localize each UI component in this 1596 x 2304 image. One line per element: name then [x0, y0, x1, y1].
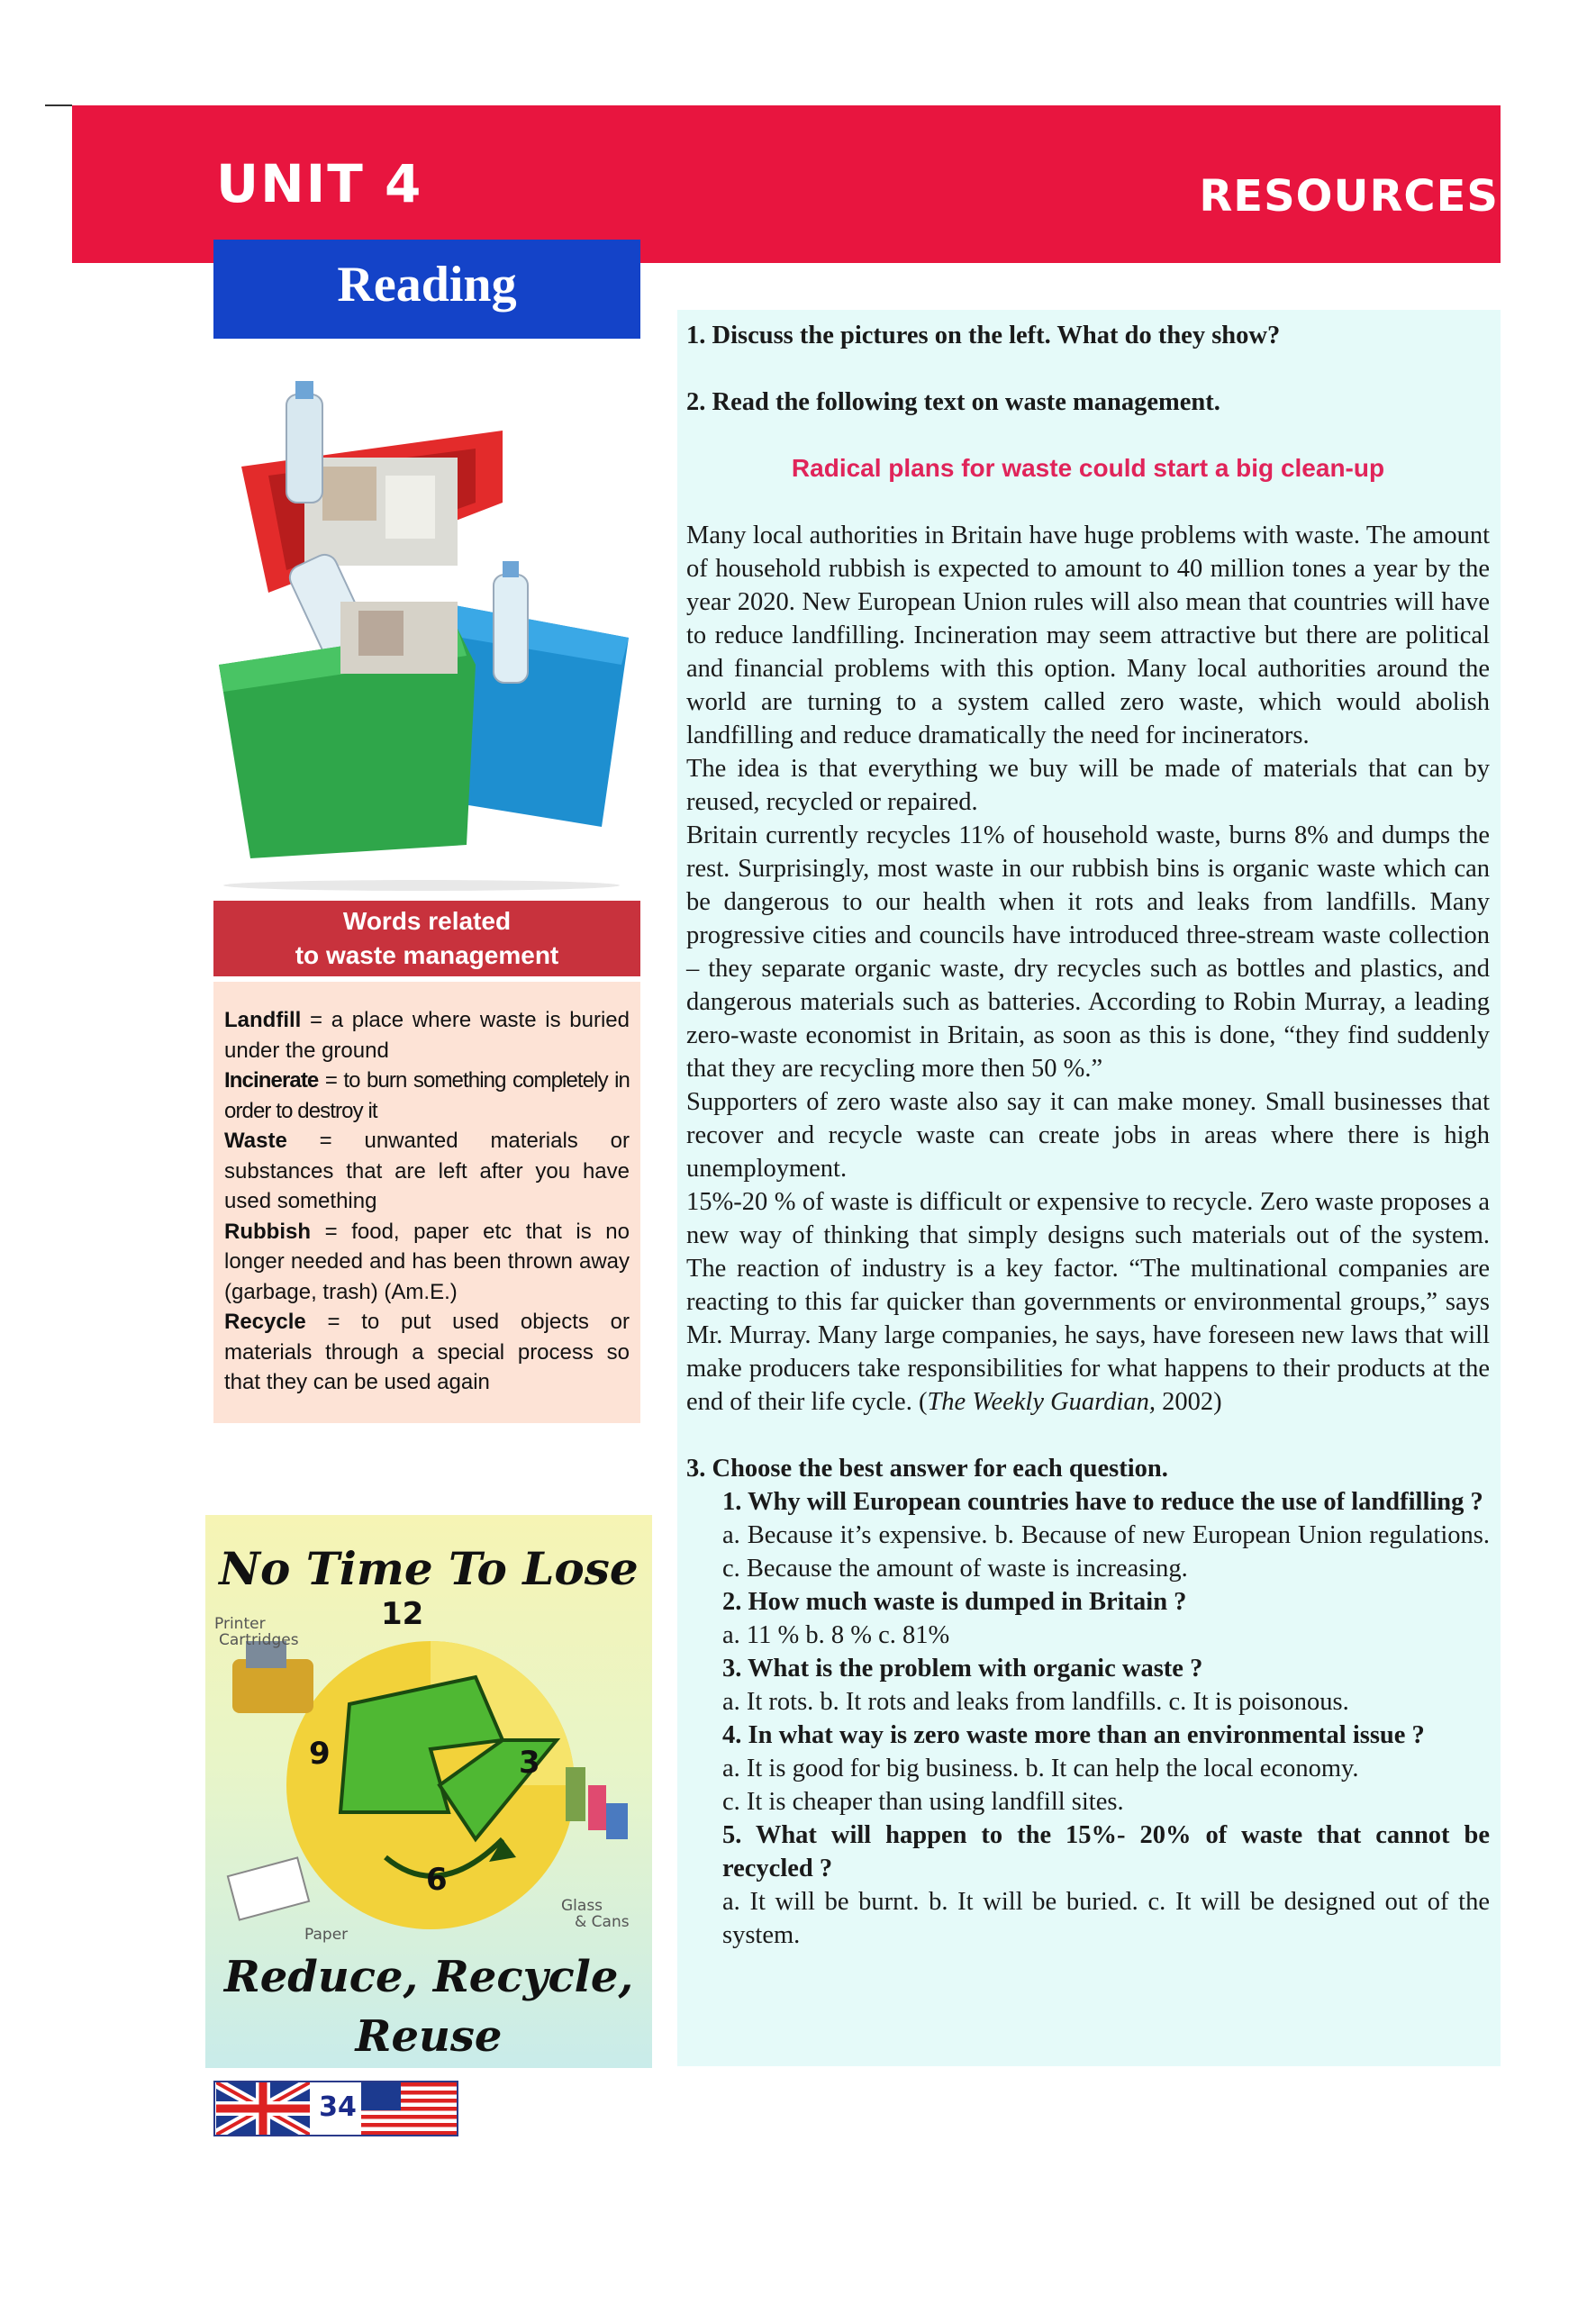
clock-number-12: 12	[381, 1596, 424, 1632]
article-source: The Weekly Guardian,	[927, 1388, 1156, 1416]
glossary-entry	[224, 1066, 630, 1126]
answer-list	[686, 1485, 1490, 1952]
question-3: 3. Choose the best answer for each question.	[686, 1455, 1168, 1483]
us-flag-icon	[361, 2082, 457, 2135]
recycling-bins-illustration	[205, 376, 641, 892]
sub-question: 5. What will happen to the 15%- 20% of waste that cannot be recycled ?	[722, 1821, 1490, 1882]
answer-options: a. It rots. b. It rots and leaks from landfills. c. It is poisonous.	[722, 1688, 1349, 1716]
answer-options: a. It will be burnt. b. It will be buried. c. It will be designed out of the system.	[722, 1888, 1490, 1949]
label-paper: Paper	[304, 1926, 349, 1944]
answer-options: c. It is cheaper than using landfill sites.	[722, 1788, 1124, 1816]
section-title: RESOURCES	[1199, 171, 1499, 222]
reading-tab: Reading	[213, 240, 640, 339]
answer-options: a. Because it’s expensive. b. Because of new European Union regulations. c. Because the amount of waste is increasing.	[722, 1521, 1490, 1583]
label-glass: Glass	[561, 1897, 603, 1915]
poster-slogan	[205, 1947, 652, 2066]
label-cans: & Cans	[575, 1913, 630, 1931]
glossary-definition: = to put used objects or materials through a special process so that they can be used again	[224, 1310, 630, 1394]
article-paragraph: Supporters of zero waste also say it can make money. Small businesses that recover and recycle waste can create jobs in areas where there is high unemployment.	[686, 1088, 1490, 1183]
sub-question: 2. How much waste is dumped in Britain ?	[722, 1588, 1187, 1616]
label-cartridges: Cartridges	[219, 1631, 299, 1649]
question-1: 1. Discuss the pictures on the left. What do they show?	[686, 322, 1281, 349]
clock-number-9: 9	[309, 1736, 331, 1772]
answer-options: a. 11 % b. 8 % c. 81%	[722, 1621, 950, 1649]
glossary-entry	[224, 1126, 630, 1217]
unit-title: UNIT 4	[216, 153, 423, 214]
article-source-year: 2002)	[1156, 1388, 1222, 1416]
page-number: 34	[319, 2091, 357, 2123]
glossary-term: Rubbish	[224, 1219, 311, 1244]
article-paragraph: Many local authorities in Britain have huge problems with waste. The amount of household rubbish is expected to amount to 40 million tones a year by the year 2020. New European Union rules will also mean that countries will have to reduce landfilling. Incineration may seem attractive but there are political and financial problems with this option. Many local authorities around the world are turning to a system called zero waste, which would abolish landfilling and reduce dramatically the need for incinerators.	[686, 522, 1490, 749]
label-printer: Printer	[214, 1615, 266, 1633]
glossary-entry	[224, 1005, 630, 1066]
article-paragraph	[686, 1185, 1490, 1419]
sub-question: 1. Why will European countries have to reduce the use of landfilling ?	[722, 1488, 1483, 1516]
words-header-line1: Words related	[342, 907, 512, 935]
poster-slogan-line1: Reduce, Recycle,	[223, 1952, 634, 2002]
uk-flag-icon	[216, 2082, 310, 2135]
glossary-definition: = unwanted materials or substances that are left after you have used something	[224, 1129, 630, 1213]
question-2: 2. Read the following text on waste management.	[686, 388, 1220, 416]
clock-number-3: 3	[519, 1745, 540, 1781]
glossary-definition: = to burn something completely in order to destroy it	[224, 1068, 630, 1123]
glossary-term: Recycle	[224, 1310, 306, 1334]
glossary-box	[213, 982, 640, 1423]
recycling-bins-photo	[205, 376, 641, 892]
sub-question: 4. In what way is zero waste more than an environmental issue ?	[722, 1721, 1425, 1749]
glossary-definition: = food, paper etc that is no longer needed and has been thrown away (garbage, trash) (Am.E.)	[224, 1219, 630, 1304]
clock-number-6: 6	[426, 1862, 448, 1898]
article-body	[686, 519, 1490, 1419]
article-paragraph: Britain currently recycles 11% of household waste, burns 8% and dumps the rest. Surprisingly, most waste in our rubbish bins is organic waste which can be dangerous to our health when it rots and leaks from landfills. Many progressive cities and councils have introduced three-stream waste collection – they separate organic waste, dry recycles such as bottles and plastics, and dangerous materials such as batteries. According to Robin Murray, a leading zero-waste economist in Britain, as soon as this is done, “they find suddenly that they are recycling more then 50 %.”	[686, 821, 1490, 1083]
glossary-term: Incinerate	[224, 1068, 319, 1093]
page-footer-flags	[213, 2081, 458, 2136]
glossary-entry	[224, 1307, 630, 1398]
article-paragraph: The idea is that everything we buy will be made of materials that can by reused, recycled or repaired.	[686, 755, 1490, 816]
no-time-to-lose-poster	[205, 1515, 652, 2068]
top-rule	[45, 104, 72, 106]
answer-options: a. It is good for big business. b. It can help the local economy.	[722, 1755, 1359, 1782]
glossary-term: Landfill	[224, 1008, 302, 1032]
sub-question: 3. What is the problem with organic waste ?	[722, 1655, 1203, 1683]
reading-panel	[677, 310, 1501, 2066]
words-header	[213, 901, 640, 976]
words-header-line2: to waste management	[295, 941, 559, 969]
article-title: Radical plans for waste could start a big clean-up	[791, 454, 1385, 482]
glossary-entry	[224, 1217, 630, 1308]
glossary-definition: = a place where waste is buried under the ground	[224, 1008, 630, 1063]
glossary-term: Waste	[224, 1129, 287, 1153]
article-paragraph-text: 15%-20 % of waste is difficult or expensive to recycle. Zero waste proposes a new way of thinking that simply designs such materials out of the system. The reaction of industry is a key factor. “The multinational companies are reacting to this far quicker than governments or environmental groups,” says Mr. Murray. Many large companies, he says, have foreseen new laws that will make producers take responsibilities for what happens to their products at the end of their life cycle. (	[686, 1188, 1490, 1416]
poster-headline: No Time To Lose	[219, 1542, 639, 1595]
poster-slogan-line2: Reuse	[355, 2011, 503, 2062]
